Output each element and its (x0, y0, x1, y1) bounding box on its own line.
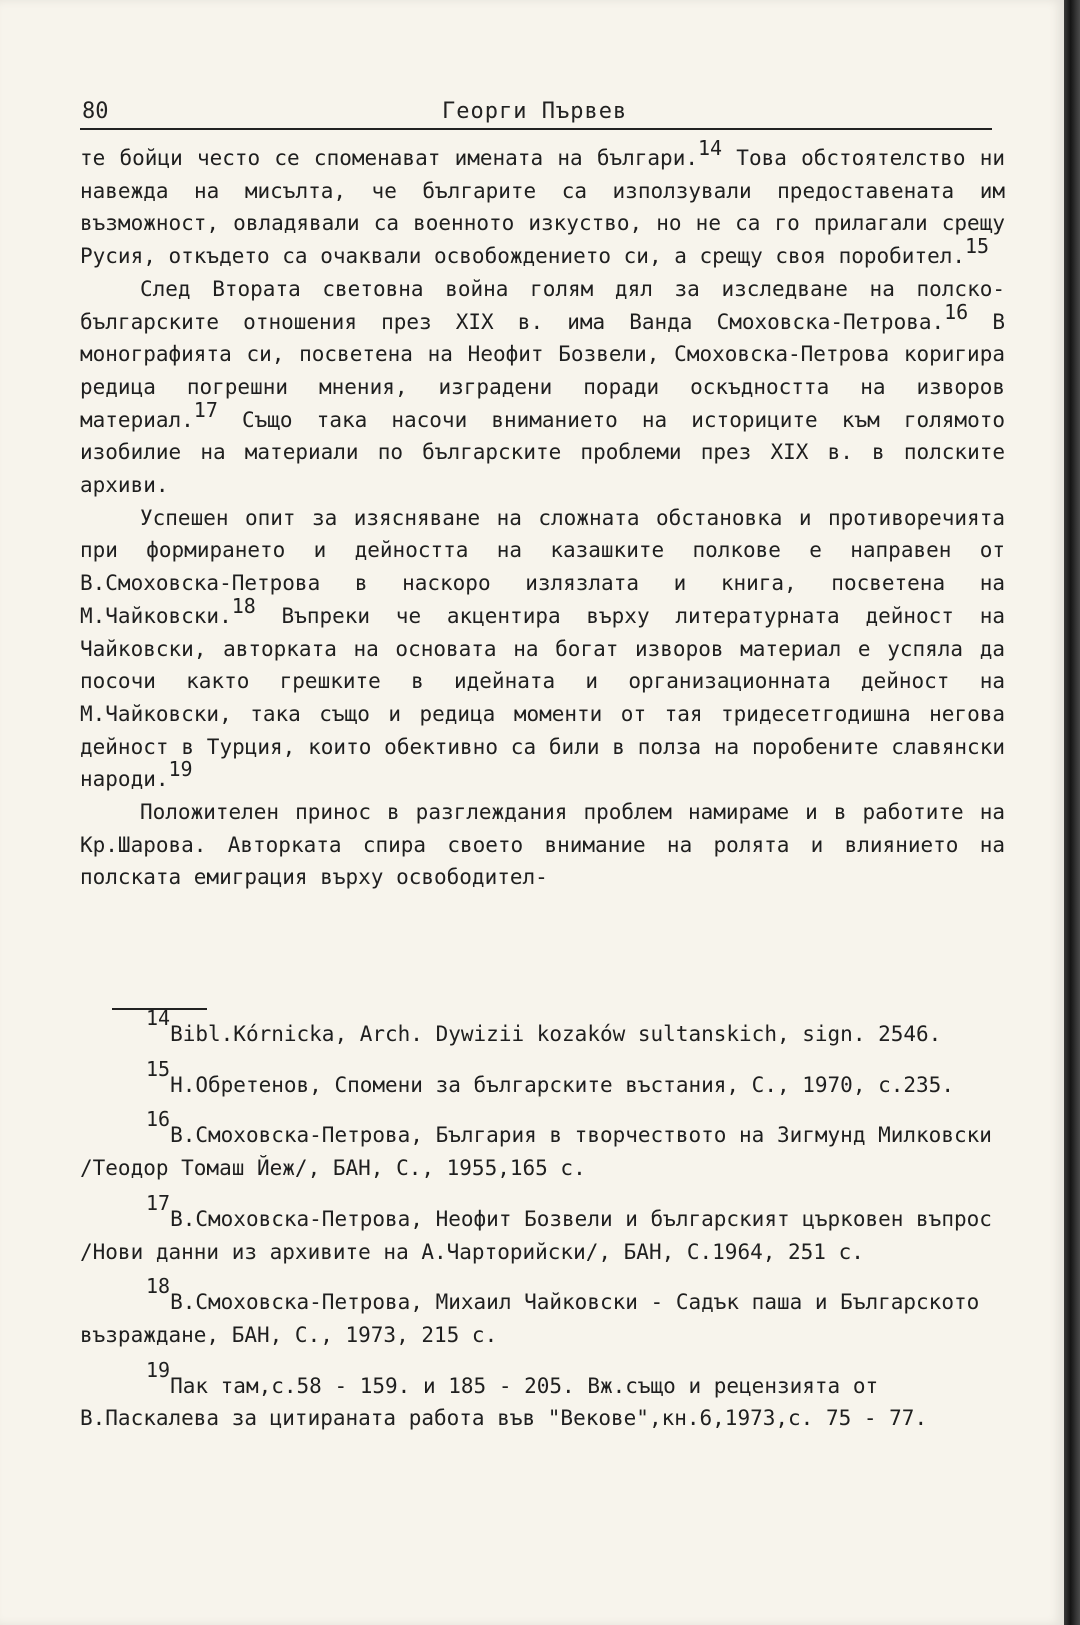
paragraph-4: Положителен принос в разглеждания проблем намираме и в работите на Кр.Шарова. Авторката спира своето внимание на ролята и влиянието на полската емиграция върху освободител- (80, 800, 1005, 890)
footnote-19: 19Пак там,с.58 - 159. и 185 - 205. Вж.също и рецензията от В.Паскалева за цитираната работа във "Векове",кн.6,1973,с. 75 - 77. (80, 1357, 928, 1431)
paragraph-3 (80, 502, 1005, 796)
running-header-author: Георги Първев (442, 99, 628, 124)
paragraph-2 (80, 273, 1005, 502)
footnote-14: 14Bibl.Kórnicka, Arch. Dywizii kozaków sultanskich, sign. 2546. (146, 1006, 942, 1046)
footnote-text: В.Смоховска-Петрова, Неофит Бозвели и българският църковен въпрос /Нови данни из архивите на А.Чарторийски/, БАН, С.1964, 251 с. (80, 1206, 992, 1264)
footnote-16: 16В.Смоховска-Петрова, България в творчеството на Зигмунд Милковски /Теодор Томаш Йеж/, БАН, С., 1955,165 с. (80, 1107, 992, 1181)
text-run: Също така насочи вниманието на историците към голямото изобилие на материали по българските проблеми през XIX в. в полските архиви. (80, 407, 1005, 498)
footnote-text: Bibl.Kórnicka, Arch. Dywizii kozaków sultanskich, sign. 2546. (170, 1022, 942, 1046)
main-text (80, 136, 1005, 894)
footnote-ref: 17 (193, 397, 218, 422)
text-run: Успешен опит за изясняване на сложната обстановка и противоречията при формирането и дейността на казашките полкове е направен от В.Смоховска-Петрова в наскоро излязлата и книга, посветена на М.Чайковски. (80, 505, 1005, 628)
text-run: те бойци често се споменават имената на българи. (80, 146, 698, 170)
footnote-ref: 18 (231, 593, 256, 618)
footnote-text: Н.Обретенов, Спомени за българските въстания, С., 1970, с.235. (170, 1072, 954, 1097)
paragraph-1 (80, 136, 1005, 273)
footnote-text: Пак там,с.58 - 159. и 185 - 205. Вж.също и рецензията от В.Паскалева за цитираната работа във "Векове",кн.6,1973,с. 75 - 77. (80, 1373, 928, 1431)
footnote-ref: 14 (697, 136, 723, 160)
running-header (80, 88, 992, 130)
footnote-17: 17В.Смоховска-Петрова, Неофит Бозвели и българският църковен въпрос /Нови данни из архивите на А.Чарторийски/, БАН, С.1964, 251 с. (80, 1190, 992, 1264)
footnote-18: 18В.Смоховска-Петрова, Михаил Чайковски - Садък паша и Българското възраждане, БАН, С., 1973, 215 с. (80, 1274, 980, 1347)
footnote-text: В.Смоховска-Петрова, Михаил Чайковски - Садък паша и Българското възраждане, БАН, С., 1973, 215 с. (80, 1290, 980, 1347)
footnotes (80, 1006, 1005, 1453)
footnote-15: 15Н.Обретенов, Спомени за българските въстания, С., 1970, с.235. (146, 1056, 954, 1097)
footnote-ref: 19 (168, 757, 193, 782)
footnote-ref: 15 (965, 234, 990, 259)
text-run: След Втората световна война голям дял за изследване на полско-българските отношения през XIX в. има Ванда Смоховска-Петрова. (80, 276, 1005, 334)
footnote-ref: 16 (944, 299, 969, 324)
page-number: 80 (82, 99, 109, 124)
book-spine-edge (1064, 0, 1080, 1625)
text-run: Това обстоятелство ни навежда на мисълта, че българите са използували предоставената им възможност, овладявали са военното изкуство, но не са го прилагали срещу Русия, откъдето са очаквали освобождението си, а срещу своя поробител. (80, 146, 1005, 269)
footnote-text: В.Смоховска-Петрова, България в творчеството на Зигмунд Милковски /Теодор Томаш Йеж/, БАН, С., 1955,165 с. (80, 1123, 992, 1181)
text-run: В монографията си, посветена на Неофит Бозвели, Смоховска-Петрова коригира редица погрешни мнения, изградени поради оскъдността на изворов материал. (80, 309, 1005, 432)
text-run: Въпреки че акцентира върху литературната дейност на Чайковски, авторката на основата на богат изворов материал е успяла да посочи както грешките в идейната и организационната дейност на М.Чайковски, така също и редица моменти от тая тридесетгодишна негова дейност в Турция, които обективно са били в полза на поробените славянски народи. (80, 603, 1005, 792)
